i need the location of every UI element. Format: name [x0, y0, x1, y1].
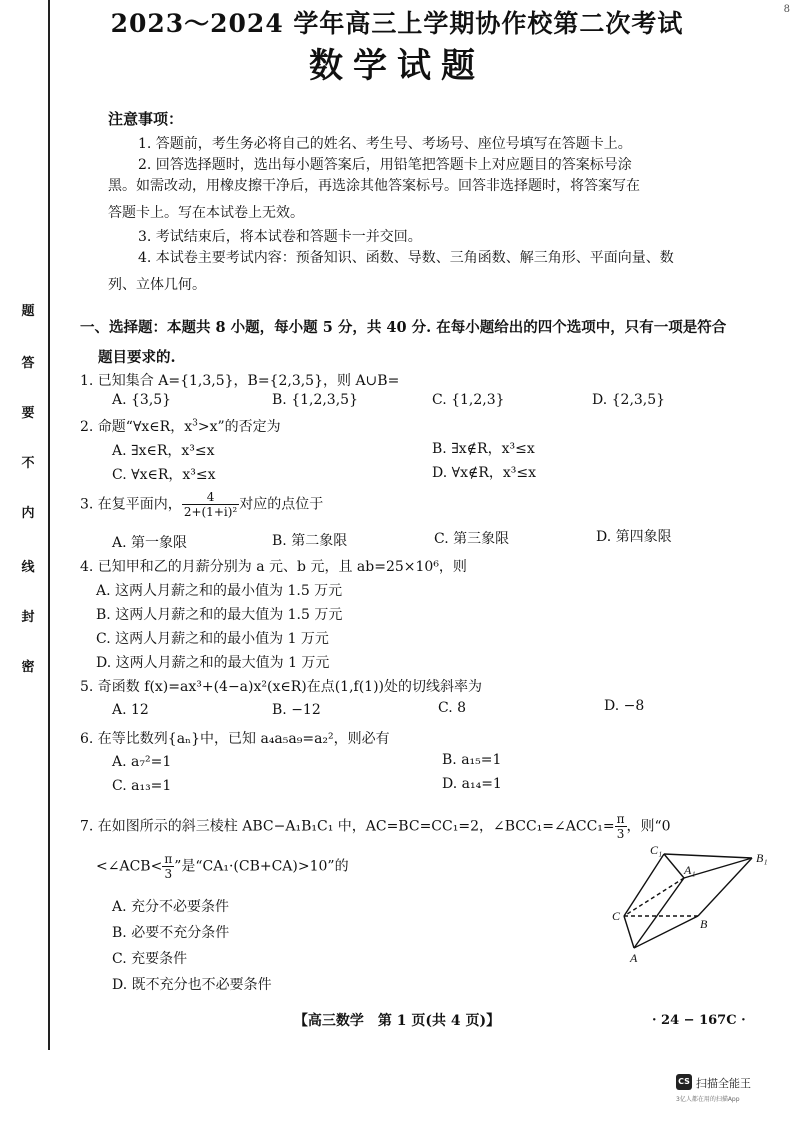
stem-text: >x”的否定为 [197, 419, 281, 435]
notes-title: 注意事项： [108, 110, 184, 128]
option-a: A. 12 [112, 702, 149, 718]
section-heading-cont: 题目要求的. [98, 349, 176, 366]
fraction-num: π [164, 852, 173, 866]
stem-text: 2. 命题“∀x∈R，x [80, 419, 193, 435]
option-d: D. 既不充分也不必要条件 [112, 977, 272, 993]
option-b: B. 这两人月薪之和的最大值为 1.5 万元 [96, 607, 343, 623]
option-b: B. {1,2,3,5} [272, 392, 358, 408]
option-a: A. 这两人月薪之和的最小值为 1.5 万元 [96, 583, 343, 599]
option-a: A. 第一象限 [112, 535, 188, 551]
edge-ca1-hidden [624, 878, 684, 916]
option-c: C. a₁₃=1 [112, 778, 172, 794]
subject-title: 数学试题 [309, 46, 485, 86]
section-heading: 一、选择题：本题共 8 小题，每小题 5 分，共 40 分. 在每小题给出的四个选项中，只有一项是符合 [80, 319, 727, 336]
page-mark: 8 [783, 4, 790, 15]
option-b: B. 必要不充分条件 [112, 925, 230, 941]
question-stem [80, 416, 281, 436]
margin-char: 不 [21, 456, 35, 471]
exam-title: 2023～2024 学年高三上学期协作校第二次考试 [110, 9, 684, 38]
option-d: D. ∀x∉R，x³≤x [432, 465, 537, 481]
margin-char: 封 [21, 610, 35, 625]
label-b: B [700, 917, 708, 931]
fraction [162, 852, 174, 881]
question-stem: 6. 在等比数列{aₙ}中，已知 a₄a₅a₉=a₂²，则必有 [80, 731, 390, 747]
option-c: C. 8 [438, 700, 467, 716]
question-stem-cont [96, 852, 349, 881]
option-a: A. a₇²=1 [112, 754, 172, 770]
scanner-name: 扫描全能王 [696, 1077, 751, 1090]
question-stem: 1. 已知集合 A={1,3,5}，B={2,3,5}，则 A∪B= [80, 373, 400, 389]
question-stem [80, 490, 323, 519]
option-a: A. 充分不必要条件 [112, 899, 230, 915]
option-d: D. a₁₄=1 [442, 776, 502, 792]
stem-text: ”是“CA₁·(CB+CA)>10”的 [174, 858, 349, 875]
label-c: C [612, 909, 621, 923]
notes-line: 黑。如需改动，用橡皮擦干净后，再选涂其他答案标号。回答非选择题时，将答案写在 [108, 178, 640, 194]
edge-ca [624, 916, 634, 948]
binding-margin-line [48, 0, 50, 1050]
option-a: A. ∃x∈R，x³≤x [112, 443, 215, 459]
edge-c1b1 [664, 854, 752, 858]
option-d: D. {2,3,5} [592, 392, 666, 408]
margin-char: 答 [21, 356, 35, 371]
edge-ab [634, 916, 698, 948]
notes-line: 答题卡上。写在本试卷上无效。 [108, 205, 304, 221]
question-stem: 5. 奇函数 f(x)=ax³+(4−a)x²(x∈R)在点(1,f(1))处的切线斜率为 [80, 679, 483, 695]
label-a: A [630, 951, 638, 965]
notes-line: 2. 回答选择题时，选出每小题答案后，用铅笔把答题卡上对应题目的答案标号涂 [138, 157, 632, 173]
option-c: C. {1,2,3} [432, 392, 505, 408]
margin-char: 线 [21, 560, 35, 575]
margin-char: 内 [21, 506, 35, 521]
edge-c1a1 [664, 854, 684, 878]
question-stem: 4. 已知甲和乙的月薪分别为 a 元、b 元，且 ab=25×10⁶，则 [80, 559, 467, 575]
edge-b1b [698, 858, 752, 916]
option-d: D. 第四象限 [596, 529, 672, 545]
fraction-num: 4 [182, 490, 239, 505]
fraction-den: 3 [616, 827, 625, 841]
label-b1: B₁ [756, 851, 768, 865]
paper-code: · 24 − 167C · [652, 1013, 746, 1028]
fraction [615, 812, 627, 841]
stem-text: 对应的点位于 [239, 496, 324, 513]
label-a1: A₁ [684, 863, 696, 877]
stem-sup: 3 [192, 418, 198, 429]
option-a: A. {3,5} [112, 392, 172, 408]
fraction-den: 2+(1+i)² [183, 505, 238, 519]
option-d: D. −8 [604, 698, 645, 714]
option-b: B. a₁₅=1 [442, 752, 502, 768]
option-b: B. −12 [272, 702, 321, 718]
stem-text: ，则“0 [626, 818, 671, 835]
notes-line: 1. 答题前，考生务必将自己的姓名、考生号、考场号、座位号填写在答题卡上。 [138, 136, 632, 152]
stem-text: 7. 在如图所示的斜三棱柱 ABC−A₁B₁C₁ 中，AC=BC=CC₁=2，∠BCC₁=∠ACC₁= [80, 818, 615, 835]
option-b: B. 第二象限 [272, 533, 348, 549]
margin-char: 密 [21, 660, 35, 675]
notes-line: 3. 考试结束后，将本试卷和答题卡一并交回。 [138, 229, 422, 245]
label-c1: C₁ [650, 843, 663, 857]
option-c: C. 这两人月薪之和的最小值为 1 万元 [96, 631, 329, 647]
fraction-den: 3 [164, 867, 173, 881]
page-footer: 【高三数学 第 1 页(共 4 页)】 [293, 1013, 501, 1029]
notes-line: 4. 本试卷主要考试内容：预备知识、函数、导数、三角函数、解三角形、平面向量、数 [138, 250, 674, 266]
option-b: B. ∃x∉R，x³≤x [432, 441, 535, 457]
stem-text: <∠ACB< [96, 858, 163, 875]
edge-c1c [624, 854, 664, 916]
margin-char: 题 [21, 304, 35, 319]
option-c: C. 第三象限 [434, 531, 510, 547]
question-stem [80, 812, 671, 841]
margin-char: 要 [21, 406, 35, 421]
fraction-num: π [616, 812, 625, 826]
option-c: C. 充要条件 [112, 951, 188, 967]
option-c: C. ∀x∈R，x³≤x [112, 467, 216, 483]
scanner-tagline: 3亿人都在用的扫描App [676, 1096, 740, 1103]
notes-line: 列、立体几何。 [108, 277, 206, 293]
option-d: D. 这两人月薪之和的最大值为 1 万元 [96, 655, 330, 671]
scanner-logo-icon: CS [676, 1074, 692, 1090]
prism-diagram [612, 840, 772, 970]
stem-text: 3. 在复平面内， [80, 496, 182, 513]
fraction [182, 490, 239, 519]
